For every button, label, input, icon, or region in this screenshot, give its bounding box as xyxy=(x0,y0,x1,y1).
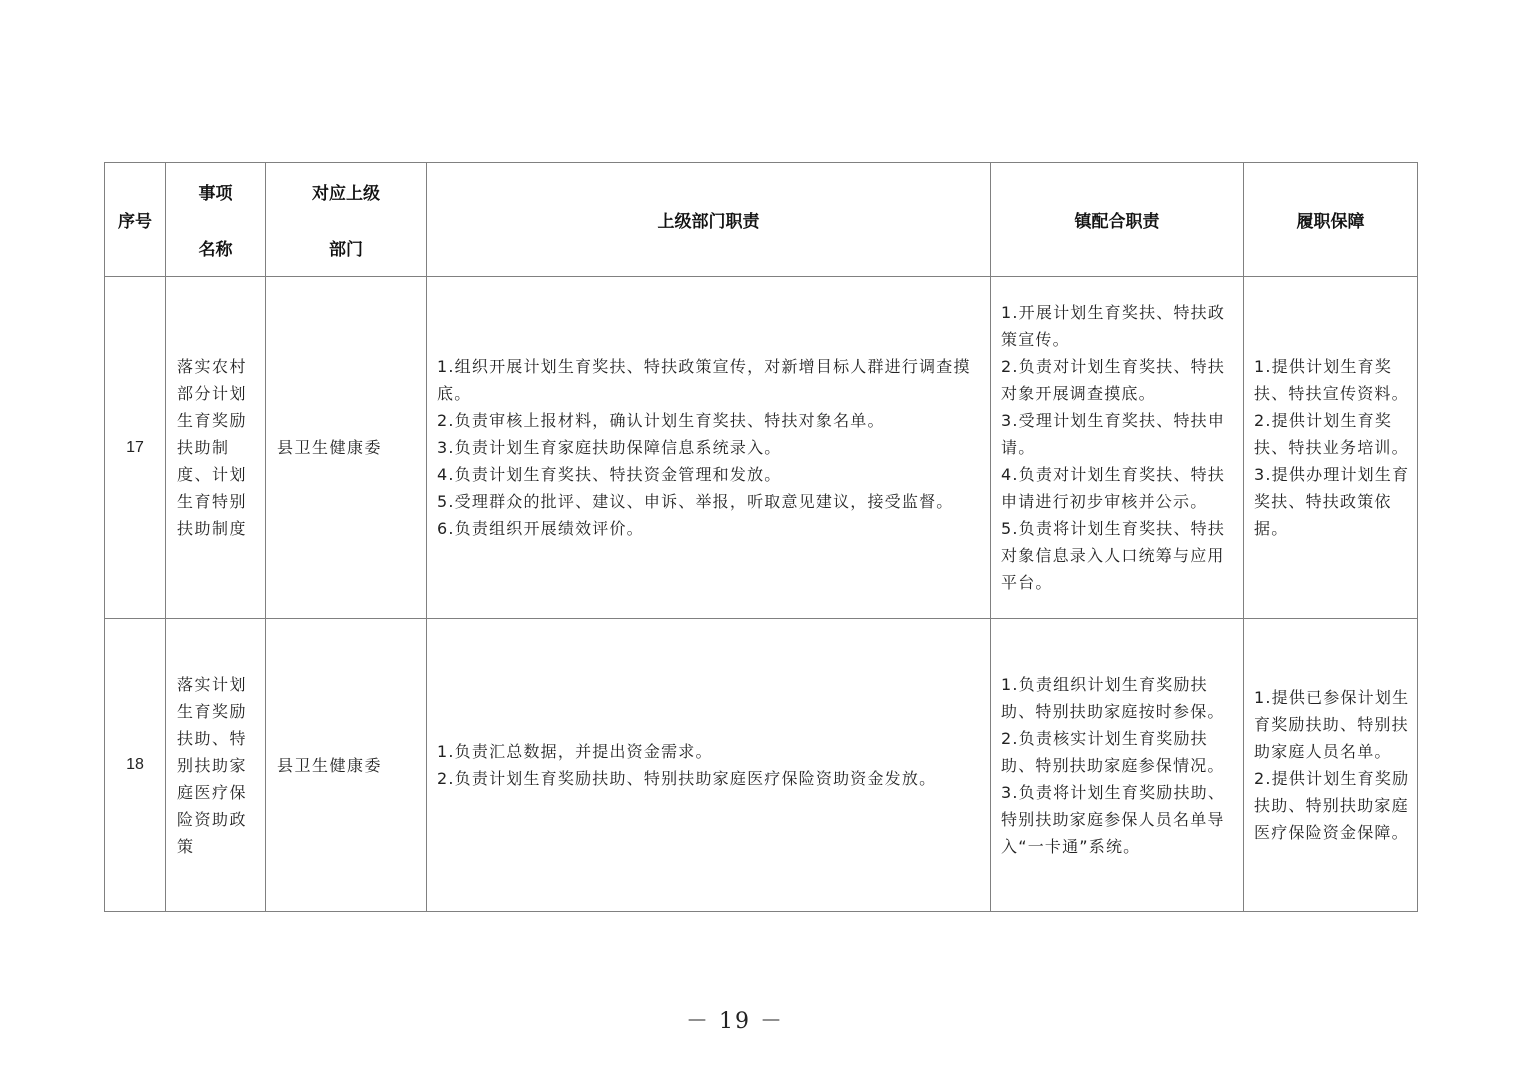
header-item-name xyxy=(166,163,266,277)
header-town-duty: 镇配合职责 xyxy=(991,163,1244,277)
guarantee-cell xyxy=(1244,619,1418,912)
table-row xyxy=(105,619,1418,912)
department: 县卫生健康委 xyxy=(277,438,383,457)
row-number: 17 xyxy=(105,277,166,619)
item-name: 落实农村部分计划生育奖励扶助制度、计划生育特别扶助制度 xyxy=(177,357,248,538)
town-duty: 1.负责组织计划生育奖励扶助、特别扶助家庭按时参保。 2.负责核实计划生育奖励扶助、特别扶助家庭参保情况。 3.负责将计划生育奖励扶助、特别扶助家庭参保人员名单导入“一卡通”系统。 xyxy=(1001,674,1226,856)
upper-duty-cell xyxy=(427,277,991,619)
header-item-name-line2: 名称 xyxy=(198,240,233,260)
item-name-cell xyxy=(166,619,266,912)
header-department-line1: 对应上级 xyxy=(312,184,380,204)
header-department xyxy=(266,163,427,277)
town-duty-cell xyxy=(991,619,1244,912)
department: 县卫生健康委 xyxy=(277,755,383,775)
item-name: 落实计划生育奖励扶助、特别扶助家庭医疗保险资助政策 xyxy=(177,674,248,856)
guarantee-cell xyxy=(1244,277,1418,619)
header-item-name-line1: 事项 xyxy=(198,184,233,204)
town-duty: 1.开展计划生育奖扶、特扶政策宣传。 2.负责对计划生育奖扶、特扶对象开展调查摸底。 3.受理计划生育奖扶、特扶申请。 4.负责对计划生育奖扶、特扶申请进行初步审核并公示。 5.负责将计划生育奖扶、特扶对象信息录入人口统筹与应用平台。 xyxy=(1001,303,1226,592)
department-cell xyxy=(266,277,427,619)
department-cell xyxy=(266,619,427,912)
guarantee: 1.提供已参保计划生育奖励扶助、特别扶助家庭人员名单。 2.提供计划生育奖励扶助、特别扶助家庭医疗保险资金保障。 xyxy=(1254,688,1410,842)
header-department-line2: 部门 xyxy=(329,240,363,260)
header-guarantee: 履职保障 xyxy=(1244,163,1418,277)
town-duty-cell xyxy=(991,277,1244,619)
upper-duty: 1.组织开展计划生育奖扶、特扶政策宣传，对新增目标人群进行调查摸底。 2.负责审核上报材料，确认计划生育奖扶、特扶对象名单。 3.负责计划生育家庭扶助保障信息系统录入。 4.负责计划生育奖扶、特扶资金管理和发放。 5.受理群众的批评、建议、申诉、举报，听取意见建议，接受监督。 6.负责组织开展绩效评价。 xyxy=(437,357,971,538)
upper-duty: 1.负责汇总数据，并提出资金需求。 2.负责计划生育奖励扶助、特别扶助家庭医疗保险资助资金发放。 xyxy=(437,742,937,788)
table-header-row xyxy=(105,163,1418,277)
page-number: － 19 － xyxy=(686,1009,784,1034)
row-number: 18 xyxy=(105,619,166,912)
header-upper-duty: 上级部门职责 xyxy=(427,163,991,277)
item-name-cell xyxy=(166,277,266,619)
header-no: 序号 xyxy=(105,163,166,277)
duty-table xyxy=(104,162,1418,912)
table-row xyxy=(105,277,1418,619)
upper-duty-cell xyxy=(427,619,991,912)
guarantee: 1.提供计划生育奖扶、特扶宣传资料。 2.提供计划生育奖扶、特扶业务培训。 3.提供办理计划生育奖扶、特扶政策依据。 xyxy=(1254,357,1410,538)
